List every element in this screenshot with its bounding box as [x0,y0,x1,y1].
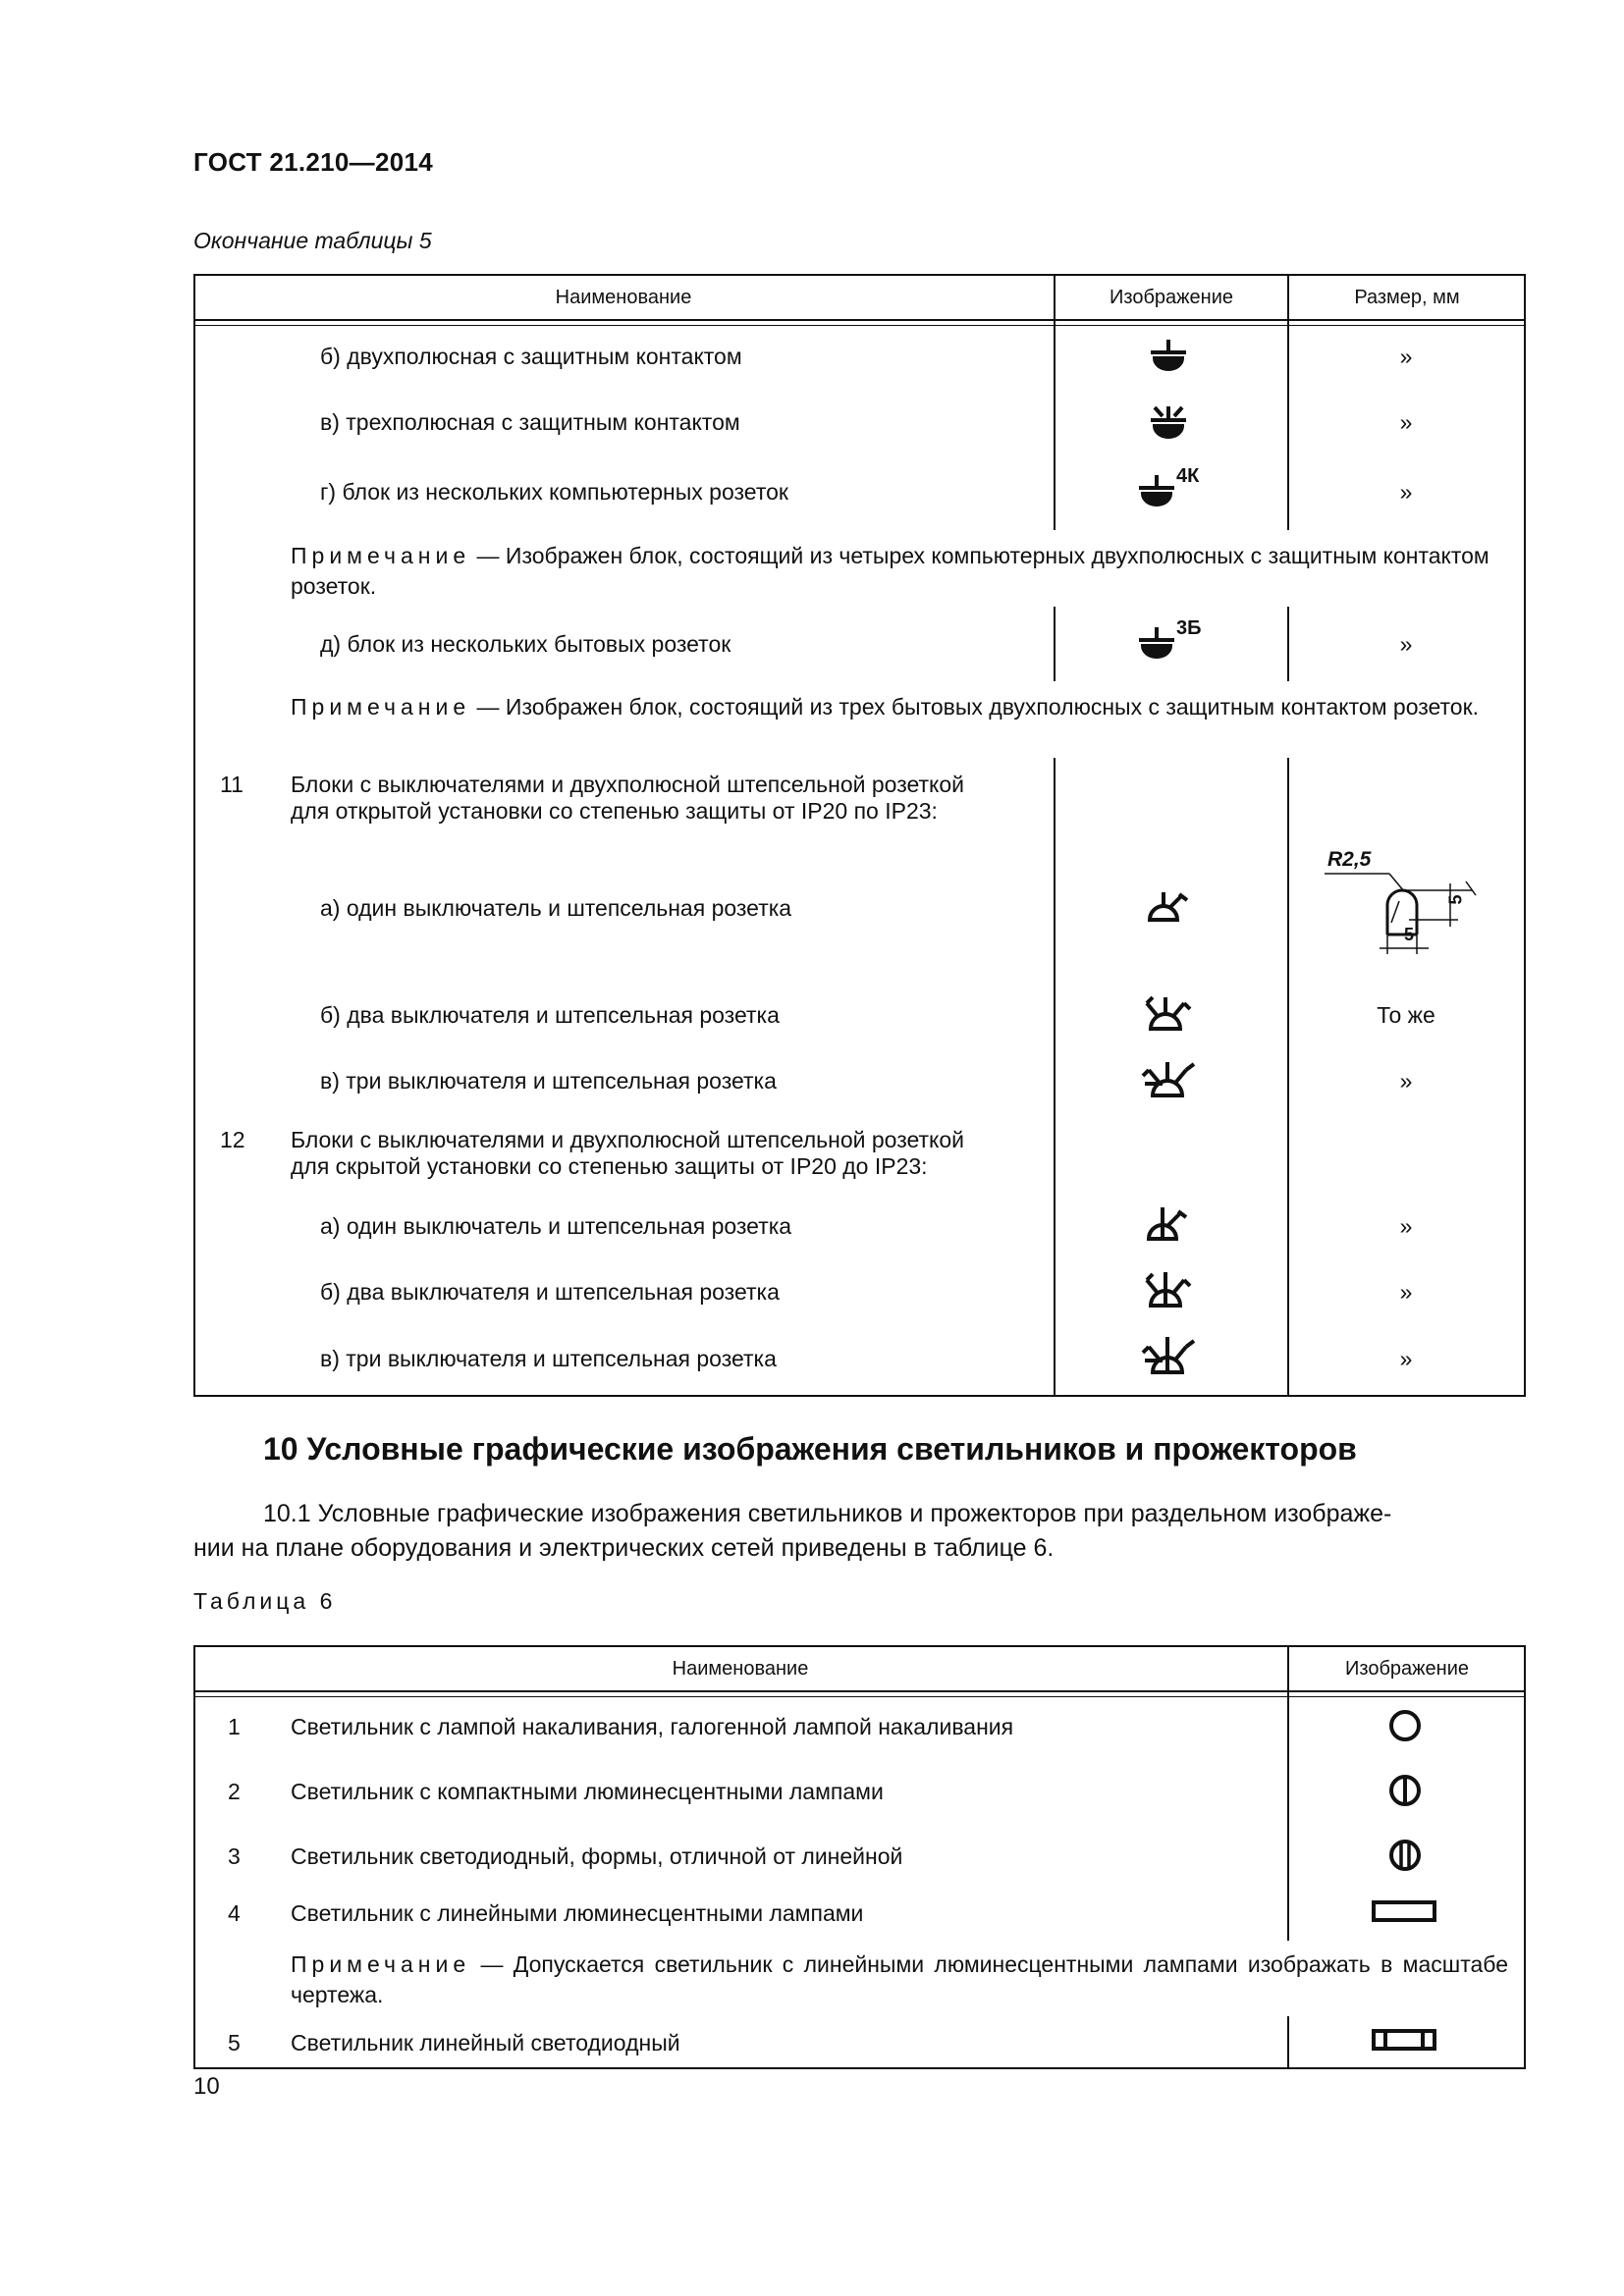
row-number: 12 [220,1127,245,1152]
table-row: Светильник линейный светодиодный [291,2030,680,2056]
switch-socket-2-hidden-icon [1143,1268,1192,1309]
size-value: » [1399,1346,1413,1371]
column-header-image: Изображение [1110,287,1233,308]
socket-block-computer-icon [1137,473,1176,508]
table-note [291,1949,1508,2010]
note-dash: — [480,1951,504,1977]
note-label: Примечание [291,543,471,568]
table-note [291,692,1508,722]
compact-fluorescent-lamp-icon [1387,1773,1423,1808]
column-header-name: Наименование [672,1658,809,1680]
socket-2pole-protective-icon [1149,338,1188,373]
note-text: Изображен блок, состоящий из трех бытовых двухполюсных с защитным контактом розеток. [505,694,1480,720]
table-row: д) блок из нескольких бытовых розеток [320,631,731,657]
dimension-height-label: 5 [1445,894,1466,905]
table-row: Светильник светодиодный, формы, отличной от линейной [291,1843,903,1869]
block-superscript-label: 4К [1176,465,1200,487]
size-value: » [1399,409,1413,435]
table-row: в) три выключателя и штепсельная розетка [320,1346,777,1371]
table-row: а) один выключатель и штепсельная розетка [320,895,792,921]
size-value: » [1399,1279,1413,1305]
table-note [291,541,1508,602]
block-superscript-label: 3Б [1176,617,1202,639]
table-row: в) трехполюсная с защитным контактом [320,409,740,435]
size-value: » [1399,631,1413,657]
note-text: Допускается светильник с линейными люминесцентными лампами изображать в масштабе чертежа. [291,1951,1508,2007]
group-title-line: Блоки с выключателями и двухполюсной штепсельной розеткой [291,1127,965,1152]
size-value: » [1399,1213,1413,1239]
row-number: 11 [220,772,244,797]
note-label: Примечание [291,1951,471,1977]
table-row: б) два выключателя и штепсельная розетка [320,1279,780,1305]
size-value: » [1399,344,1413,369]
table-row: Светильник с лампой накаливания, галогенной лампой накаливания [291,1714,1014,1739]
switch-socket-3-open-icon [1139,1058,1198,1099]
dimension-radius-label: R2,5 [1327,848,1372,871]
row-number: 2 [228,1779,241,1804]
size-value: » [1399,1068,1413,1094]
table-row: б) двухполюсная с защитным контактом [320,344,742,369]
table-continuation-caption: Окончание таблицы 5 [193,228,432,253]
socket-3pole-protective-icon [1149,402,1188,442]
table-row: Светильник с линейными люминесцентными лампами [291,1900,864,1926]
incandescent-lamp-icon [1387,1708,1423,1743]
section-paragraph-line-2: нии на плане оборудования и электрических сетей приведены в таблице 6. [193,1534,1055,1562]
group-title-line: для скрытой установки со степенью защиты от IP20 до IP23: [291,1153,928,1179]
note-dash: — [476,694,500,720]
size-value: » [1399,479,1413,505]
table-row: г) блок из нескольких компьютерных розеток [320,479,788,505]
linear-fluorescent-lamp-icon [1372,1898,1438,1924]
switch-socket-2-open-icon [1143,993,1192,1033]
size-value: То же [1377,1002,1435,1028]
row-number: 3 [228,1843,241,1869]
led-lamp-icon [1387,1838,1423,1873]
note-label: Примечание [291,694,471,720]
linear-led-lamp-icon [1372,2027,1438,2053]
dimension-width-label: 5 [1404,925,1415,944]
table-row: б) два выключателя и штепсельная розетка [320,1002,780,1028]
switch-socket-1-open-icon [1146,888,1189,924]
document-header: ГОСТ 21.210—2014 [193,147,434,177]
switch-socket-1-hidden-icon [1145,1203,1188,1243]
section-heading: 10 Условные графические изображения светильников и прожекторов [263,1431,1357,1467]
table-caption: Таблица 6 [193,1588,337,1614]
column-header-size: Размер, мм [1354,287,1460,308]
page-number: 10 [193,2073,220,2100]
note-dash: — [476,543,500,568]
table-row: Светильник с компактными люминесцентными лампами [291,1779,884,1804]
row-number: 5 [228,2030,241,2056]
column-header-name: Наименование [555,287,692,308]
note-text: Изображен блок, состоящий из четырех компьютерных двухполюсных с защитным контактом розеток. [291,543,1489,599]
row-number: 1 [228,1714,241,1739]
group-title-line: Блоки с выключателями и двухполюсной штепсельной розеткой [291,772,965,797]
switch-socket-3-hidden-icon [1139,1333,1198,1376]
table-row: а) один выключатель и штепсельная розетка [320,1213,792,1239]
section-paragraph-line-1: 10.1 Условные графические изображения светильников и прожекторов при раздельном изображе- [263,1500,1392,1527]
table-row: в) три выключателя и штепсельная розетка [320,1068,777,1094]
group-title-line: для открытой установки со степенью защиты от IP20 по IP23: [291,798,938,824]
column-header-image: Изображение [1345,1658,1469,1680]
row-number: 4 [228,1900,241,1926]
socket-block-household-icon [1137,625,1176,661]
